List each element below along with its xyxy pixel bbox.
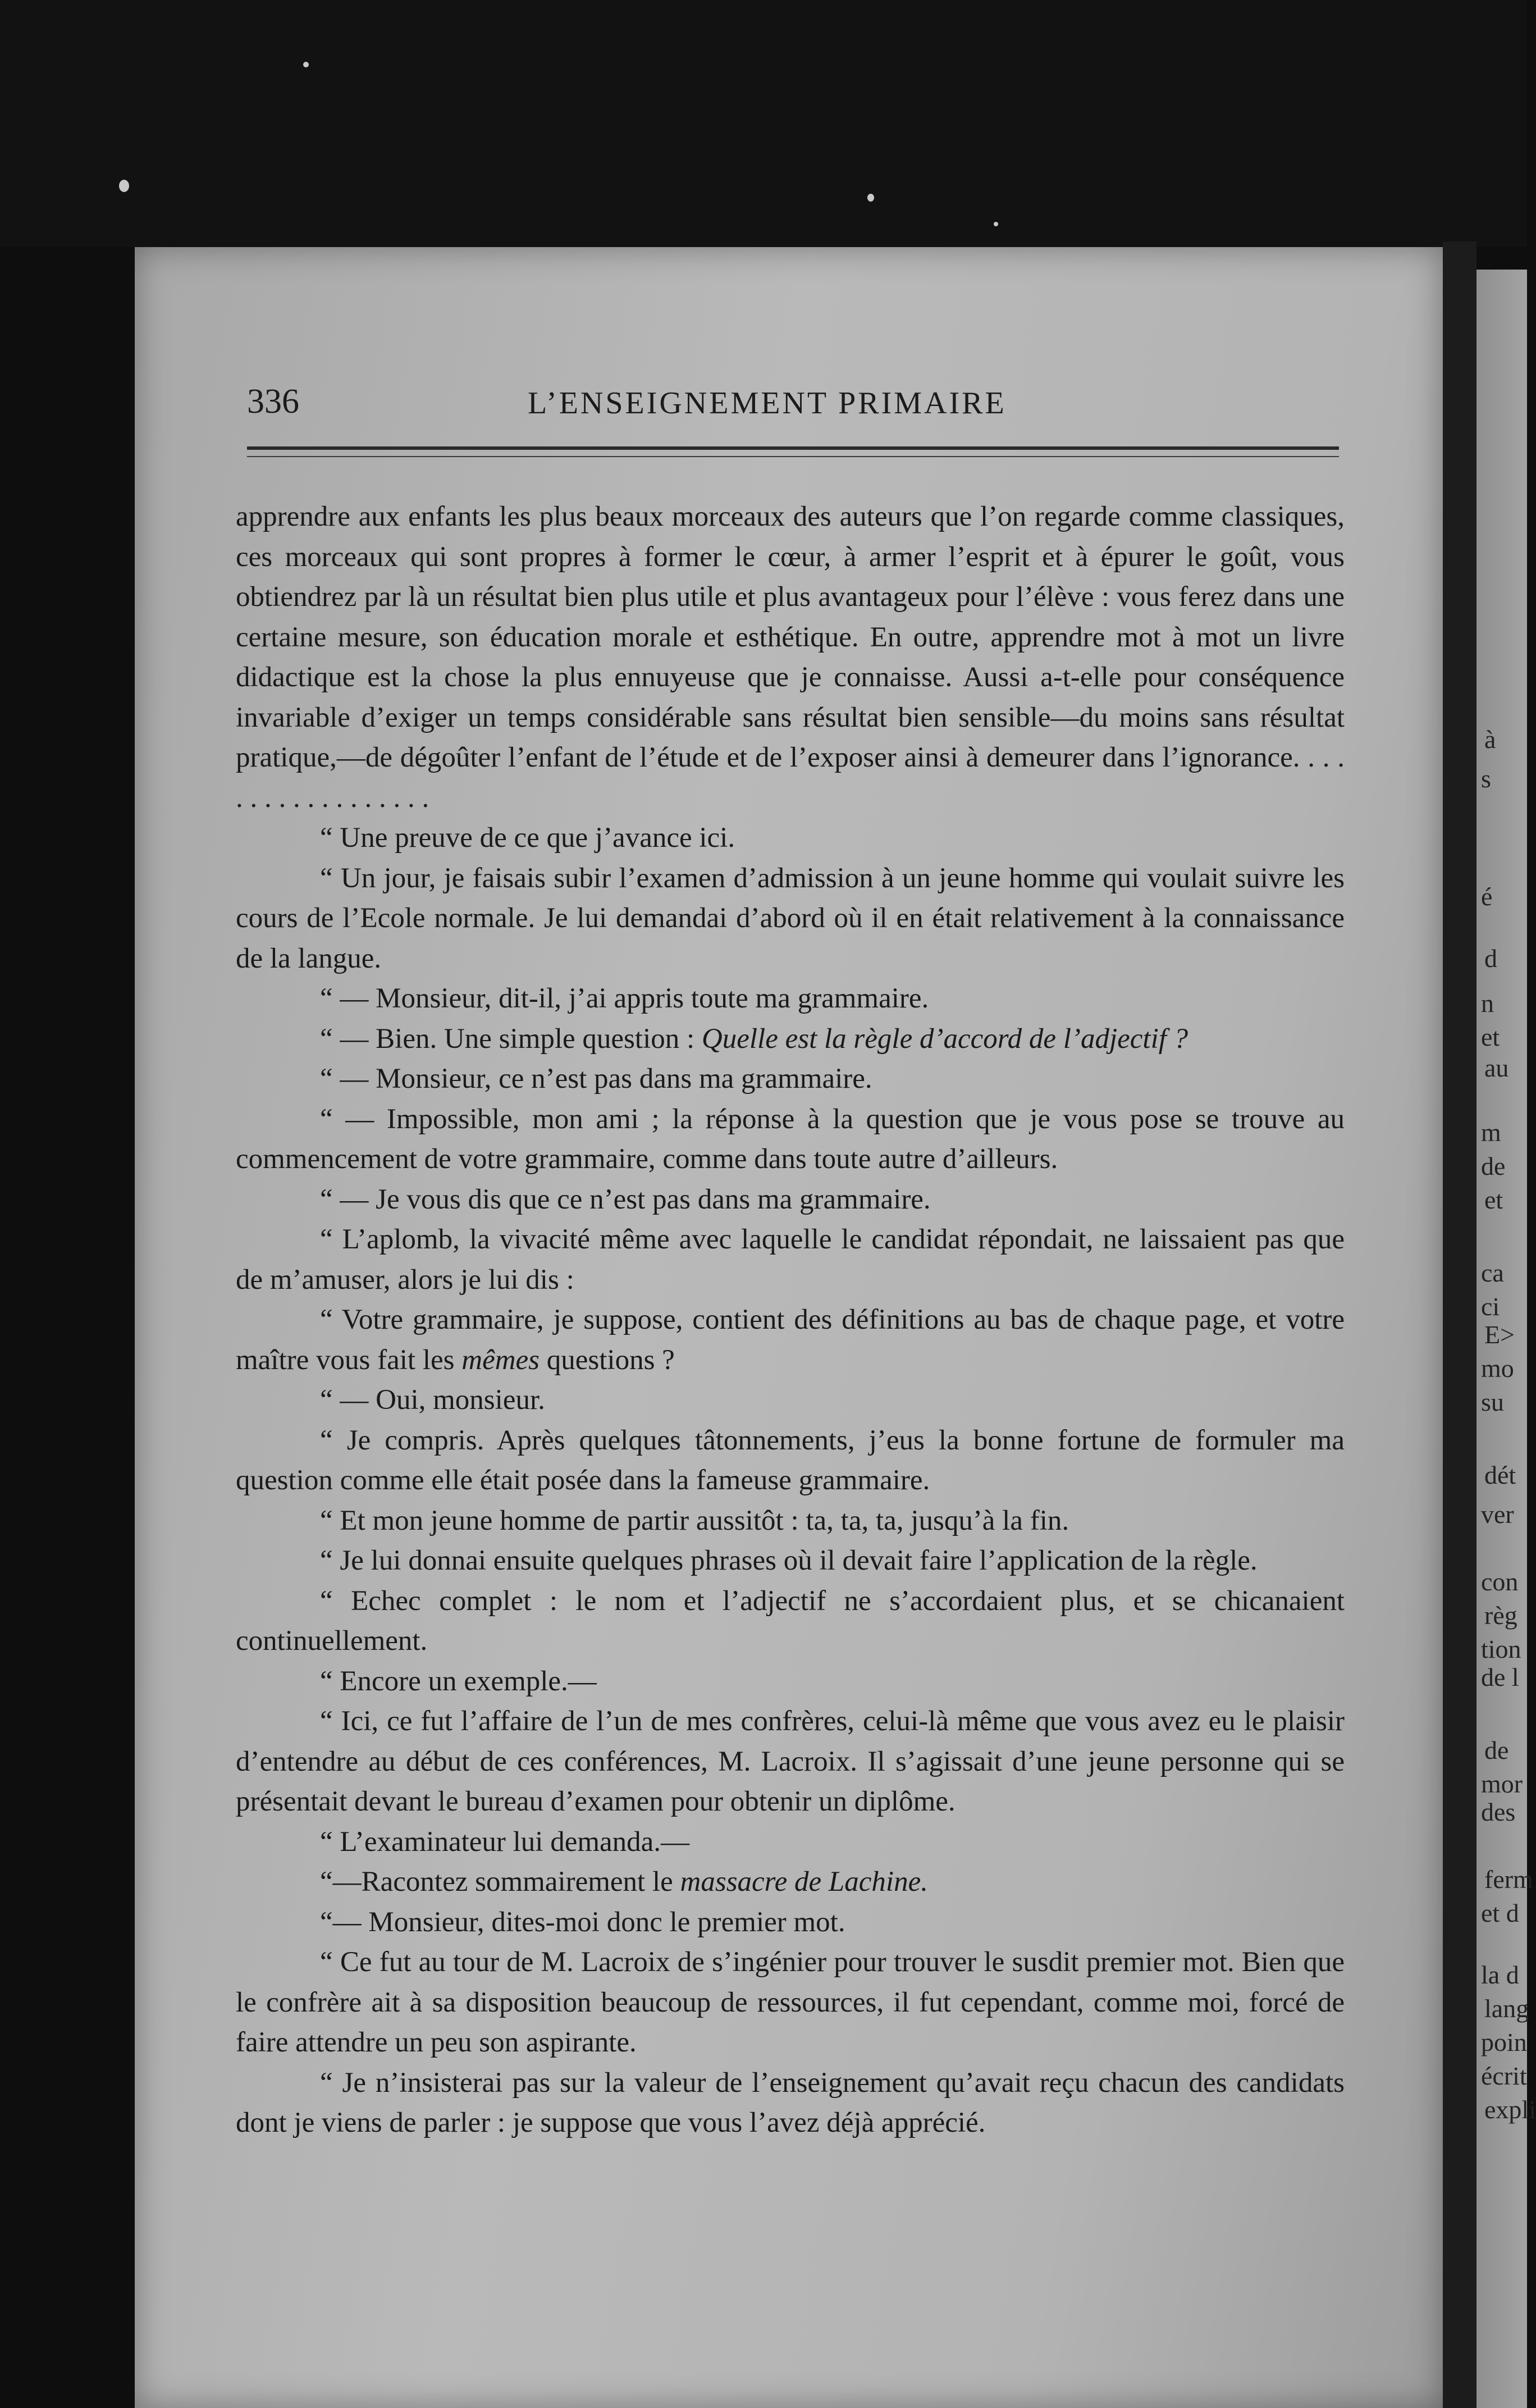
dust-speck xyxy=(994,222,998,226)
italic-text: mêmes xyxy=(461,1344,540,1376)
adjacent-page-fragment: ver xyxy=(1481,1500,1514,1529)
paragraph-text: “ Un jour, je faisais subir l’examen d’admission à un jeune homme qui voulait suivre les cours de l’Ecole normale. Je lui demandai d’abord où il en était relativement à la connaissance de la langue. xyxy=(236,862,1345,974)
paragraph xyxy=(236,1421,1345,1501)
paragraph xyxy=(236,1903,1345,1943)
paragraph xyxy=(236,1862,1345,1903)
paragraph-text: “ — Monsieur, ce n’est pas dans ma grammaire. xyxy=(320,1063,872,1094)
paragraph-text: “ Je compris. Après quelques tâtonnements, j’eus la bonne fortune de formuler ma question comme elle était posée dans la fameuse grammaire. xyxy=(236,1424,1345,1496)
scan-background xyxy=(0,0,1527,247)
adjacent-page-fragment: et d xyxy=(1481,1899,1519,1927)
adjacent-page-fragment: de xyxy=(1484,1736,1509,1764)
adjacent-page-fragment: mo xyxy=(1481,1354,1514,1383)
adjacent-page-fragment: de l xyxy=(1481,1663,1519,1691)
paragraph-text: “ L’examinateur lui demanda.— xyxy=(320,1826,690,1858)
adjacent-page-fragment: con xyxy=(1481,1567,1519,1596)
adjacent-page-fragment: ca xyxy=(1481,1258,1504,1287)
dust-speck xyxy=(303,62,309,67)
page-number: 336 xyxy=(247,382,299,421)
paragraph xyxy=(236,1942,1345,2063)
paragraph xyxy=(236,1662,1345,1702)
paragraph xyxy=(236,818,1345,859)
paragraph-text: “ Je lui donnai ensuite quelques phrases où il devait faire l’application de la règle. xyxy=(320,1545,1258,1576)
paragraph-text: “ L’aplomb, la vivacité même avec laquelle le candidat répondait, ne laissaient pas que de m’amuser, alors je lui dis : xyxy=(236,1224,1345,1296)
adjacent-page-fragment: expli xyxy=(1484,2095,1536,2124)
paragraph-text: “ — Oui, monsieur. xyxy=(320,1384,545,1416)
adjacent-page-fragment: mor xyxy=(1481,1769,1523,1798)
dust-speck xyxy=(867,194,874,202)
adjacent-page-fragment: la d xyxy=(1481,1960,1519,1989)
paragraph xyxy=(236,1501,1345,1542)
adjacent-page-fragment: et xyxy=(1484,1185,1503,1214)
paragraph-text: “ Ici, ce fut l’affaire de l’un de mes confrères, celui-là même que vous avez eu le plaisir d’entendre au début de ces conférences, M. Lacroix. Il s’agissait d’une jeune personne qui se présentait devant le bureau d’examen pour obtenir un diplôme. xyxy=(236,1705,1345,1817)
paragraph-text-after: questions ? xyxy=(540,1344,675,1376)
adjacent-page-fragment: su xyxy=(1481,1388,1504,1416)
adjacent-page-fragment: de xyxy=(1481,1152,1506,1180)
paragraph-text: “ Je n’insisterai pas sur la valeur de l’enseignement qu’avait reçu chacun des candidats dont je viens de parler : je suppose que vous l’avez déjà apprécié. xyxy=(236,2067,1345,2138)
paragraph-text: “ — Impossible, mon ami ; la réponse à la question que je vous pose se trouve au commencement de votre grammaire, comme dans toute autre d’ailleurs. xyxy=(236,1103,1345,1175)
adjacent-page-fragment: s xyxy=(1481,764,1491,793)
adjacent-page-fragment: poin xyxy=(1481,2028,1527,2056)
adjacent-page-fragment: d xyxy=(1484,944,1497,973)
adjacent-page-fragment: écrit xyxy=(1481,2062,1527,2090)
paragraph xyxy=(236,859,1345,979)
paragraph xyxy=(236,1300,1345,1380)
adjacent-page-fragment: à xyxy=(1484,725,1496,754)
paragraph xyxy=(236,1100,1345,1180)
paragraph-text: “ Encore un exemple.— xyxy=(320,1665,597,1697)
body-text xyxy=(236,497,1345,2144)
adjacent-page-fragment: règ xyxy=(1484,1601,1517,1630)
paragraph xyxy=(236,497,1345,818)
page-header: L’ENSEIGNEMENT PRIMAIRE xyxy=(528,386,1007,421)
paragraph xyxy=(236,1180,1345,1220)
paragraph-text: “ Et mon jeune homme de partir aussitôt : ta, ta, ta, jusqu’à la fin. xyxy=(320,1504,1069,1536)
header-rule xyxy=(247,446,1339,450)
dust-speck xyxy=(119,180,129,192)
book-gutter xyxy=(1443,241,1476,2408)
paragraph xyxy=(236,1702,1345,1822)
adjacent-page-fragment: dét xyxy=(1484,1461,1516,1489)
adjacent-page-edge xyxy=(1476,270,1536,2408)
header-rule-thin xyxy=(247,456,1339,457)
paragraph-text: “ — Monsieur, dit-il, j’ai appris toute ma grammaire. xyxy=(320,983,929,1014)
adjacent-page-fragment: m xyxy=(1481,1118,1501,1147)
paragraph xyxy=(236,979,1345,1019)
paragraph xyxy=(236,1541,1345,1581)
paragraph xyxy=(236,2063,1345,2144)
paragraph-text: “—Racontez sommairement le xyxy=(320,1866,680,1898)
paragraph-text: “ Ce fut au tour de M. Lacroix de s’ingénier pour trouver le susdit premier mot. Bien que le confrère ait à sa disposition beaucoup de ressources, il fut cependant, comme moi, forcé de faire attendre un peu son aspirante. xyxy=(236,1946,1345,2058)
paragraph-text: “ Echec complet : le nom et l’adjectif ne s’accordaient plus, et se chicanaient continuellement. xyxy=(236,1585,1345,1657)
adjacent-page-fragment: et xyxy=(1481,1023,1500,1051)
adjacent-page-fragment: n xyxy=(1481,989,1494,1018)
italic-text: Quelle est la règle d’accord de l’adjectif ? xyxy=(701,1023,1188,1055)
paragraph-text: “ — Je vous dis que ce n’est pas dans ma grammaire. xyxy=(320,1183,931,1215)
paragraph-text: “ Une preuve de ce que j’avance ici. xyxy=(320,822,735,854)
adjacent-page-fragment: E> xyxy=(1484,1320,1515,1349)
paragraph xyxy=(236,1019,1345,1060)
adjacent-page-fragment: lang xyxy=(1484,1994,1529,2023)
adjacent-page-fragment: des xyxy=(1481,1798,1516,1826)
adjacent-page-fragment: ci xyxy=(1481,1292,1500,1321)
paragraph xyxy=(236,1380,1345,1421)
paragraph xyxy=(236,1822,1345,1863)
adjacent-page-fragment: é xyxy=(1481,882,1493,911)
paragraph-text: “— Monsieur, dites-moi donc le premier mot. xyxy=(320,1906,845,1938)
paragraph-text: “ — Bien. Une simple question : xyxy=(320,1023,702,1055)
running-head xyxy=(247,382,1347,427)
adjacent-page-fragment: au xyxy=(1484,1054,1509,1082)
adjacent-page-fragment: tion xyxy=(1481,1635,1521,1663)
paragraph-text: apprendre aux enfants les plus beaux morceaux des auteurs que l’on regarde comme classiques, ces morceaux qui sont propres à former le cœur, à armer l’esprit et à épurer le goût, vous obtiendrez par là un résultat bien plus utile et plus avantageux pour l’élève : vous ferez dans une certaine mesure, son éducation morale et esthétique. En outre, apprendre mot à mot un livre didactique est la chose la plus ennuyeuse que je connaisse. Aussi a-t-elle pour conséquence invariable d’exiger un temps considérable sans résultat bien sensible—du moins sans résultat pratique,—de dégoûter l’enfant de l’étude et de l’exposer ainsi à demeurer dans l’ignorance. . . . . . . . . . . . . . . . . . xyxy=(236,501,1345,814)
italic-text: massacre de Lachine. xyxy=(680,1866,928,1898)
paragraph-text: “ Votre grammaire, je suppose, contient des définitions au bas de chaque page, et votre maître vous fait les xyxy=(236,1304,1345,1376)
adjacent-page-fragment: ferm xyxy=(1484,1865,1533,1894)
paragraph xyxy=(236,1220,1345,1300)
paragraph xyxy=(236,1059,1345,1100)
paragraph xyxy=(236,1581,1345,1662)
